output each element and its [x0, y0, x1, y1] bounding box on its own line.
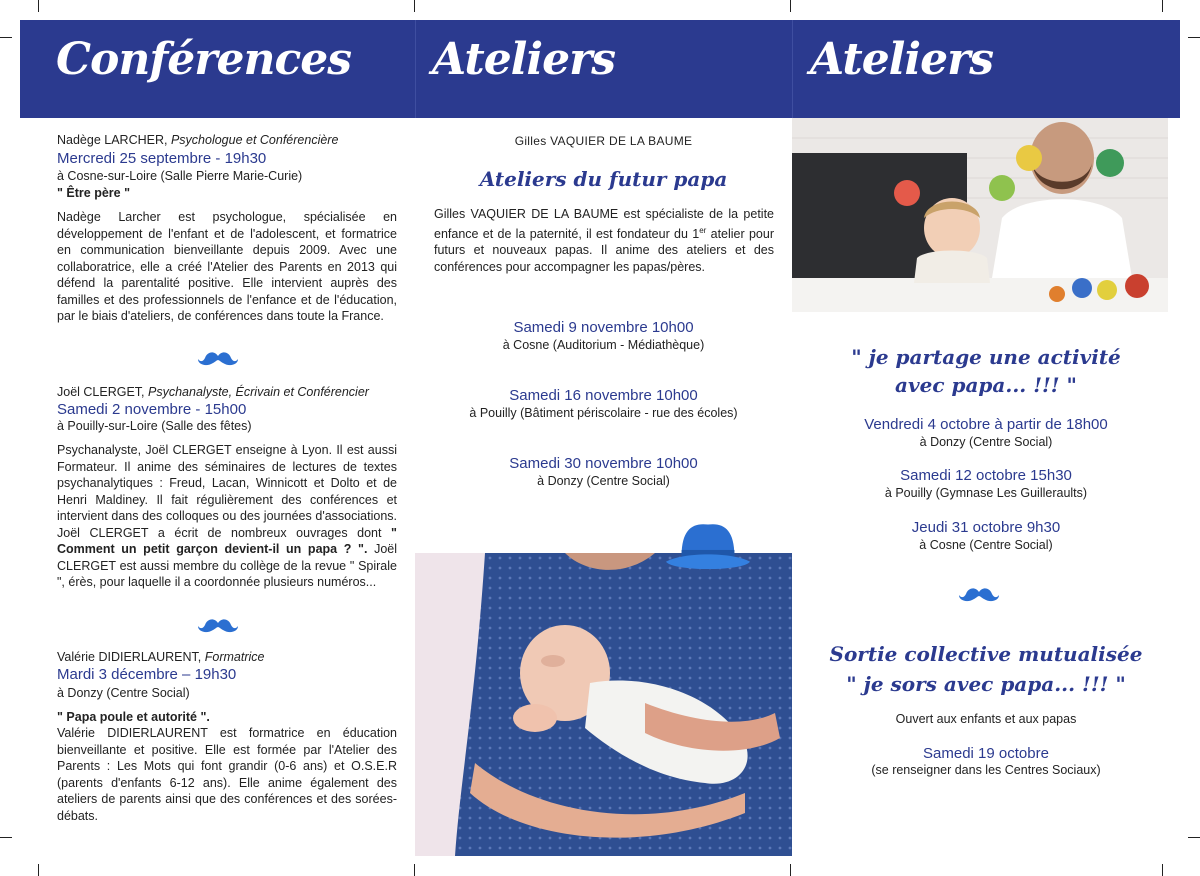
session-date: Samedi 12 octobre 15h30 [900, 467, 1072, 484]
talk-title: " Papa poule et autorité ". [57, 710, 210, 724]
outing-title-line2: " je sors avec papa... !!! " [846, 672, 1126, 696]
crop-mark [790, 864, 791, 876]
crop-mark [0, 37, 12, 38]
session-place: à Donzy (Centre Social) [919, 435, 1053, 449]
bio-text: Psychanalyste, Joël CLERGET enseigne à Lyon. Il est aussi Formateur. Il anime des séminaires de lectures de textes psychanalytiques : Freud, Lacan, Winnicott et Dolto et de Henri Maldiney. Il fait régulièrement des conférences et intervient dans des colloques ou des journées d'associations. Joël CLERGET a écrit de nombreux ouvrages dont [57, 443, 397, 540]
workshop-speaker: Gilles VAQUIER DE LA BAUME [514, 134, 693, 148]
outing-title-line1: Sortie collective mutualisée [829, 642, 1143, 666]
event-date: Mercredi 25 septembre - 19h30 [57, 150, 267, 167]
crop-mark [38, 864, 39, 876]
panel1-title: Conférences [56, 34, 352, 85]
speaker-line [57, 649, 397, 666]
outing-note: (se renseigner dans les Centres Sociaux) [871, 763, 1101, 777]
photo-illustration [415, 553, 792, 856]
intro-text: atelier pour futurs et nouveaux papas. Il anime des ateliers et des conférences pour accompagner les papas/pères. [434, 226, 774, 274]
session-date: Samedi 30 novembre 10h00 [509, 455, 698, 472]
mustache-icon [958, 586, 1000, 604]
crop-mark [414, 0, 415, 12]
speaker-bio: Nadège Larcher est psychologue, spécialisée en développement de l'enfant et de l'adolescent, et formatrice en communication bienveillante depuis 2009. Avec une collaboratrice, elle a créé l'Atelier des Parents en 2013 qui défend la parentalité positive. Elle intervient auprès des familles et des professionnels de l'enfance et de l'éducation, par le biais d'ateliers, de conférences dans toute la France. [57, 210, 397, 323]
activity-title-line2: avec papa... !!! " [895, 373, 1077, 397]
mustache-icon [197, 350, 239, 368]
workshop-title: Ateliers du futur papa [479, 167, 728, 191]
session-place: à Cosne (Auditorium - Médiathèque) [502, 338, 705, 352]
fold-line [792, 20, 793, 118]
speaker-name: Joël CLERGET, [57, 385, 145, 399]
outing-date: Samedi 19 octobre [923, 745, 1049, 762]
fold-line [415, 20, 416, 118]
workshop-intro [434, 206, 774, 275]
crop-mark [38, 0, 39, 12]
event-date: Samedi 2 novembre - 15h00 [57, 401, 247, 418]
crop-mark [1162, 0, 1163, 12]
photo-illustration [792, 118, 1168, 312]
session-date: Samedi 16 novembre 10h00 [509, 387, 698, 404]
speaker-name: Valérie DIDIERLAURENT, [57, 650, 202, 664]
activity-title-line1: " je partage une activité [851, 345, 1121, 369]
crop-mark [1188, 837, 1200, 838]
session-place: à Donzy (Centre Social) [537, 474, 670, 488]
book-title: " Comment un petit garçon devient-il un papa ? ". [57, 525, 397, 556]
hat-icon [664, 518, 752, 578]
speaker-line [57, 132, 397, 149]
intro-text: Gilles VAQUIER DE LA BAUME est spécialiste de la petite enfance et de la paternité, il est fondateur du [434, 207, 774, 241]
session-place: à Pouilly (Gymnase Les Guilleraults) [884, 486, 1088, 500]
event-place: à Donzy (Centre Social) [57, 686, 190, 700]
panel3-title: Ateliers [810, 34, 994, 85]
speaker-bio [57, 442, 397, 591]
crop-mark [0, 837, 12, 838]
crop-mark [1188, 37, 1200, 38]
event-date: Mardi 3 décembre – 19h30 [57, 666, 237, 683]
intro-ordinal-suffix: er [699, 225, 707, 235]
intro-ordinal: 1 [692, 226, 700, 241]
session-place: à Pouilly (Bâtiment périscolaire - rue des écoles) [469, 406, 738, 420]
session-date: Vendredi 4 octobre à partir de 18h00 [864, 416, 1108, 433]
event-place: à Cosne-sur-Loire (Salle Pierre Marie-Curie) [57, 169, 303, 183]
crop-mark [414, 864, 415, 876]
photo-father-newborn [415, 553, 792, 856]
speaker-line [57, 384, 402, 401]
talk-title: " Être père " [57, 186, 130, 200]
speaker-role: Formatrice [204, 650, 265, 664]
speaker-bio: Valérie DIDIERLAURENT est formatrice en éducation bienveillante et positive. Elle est formée par l'Atelier des Parents : Les Mots qui font grandir (0-6 ans) et O.S.E.R (parents d'enfants 6-12 ans). Elle anime également des ateliers de parents ainsi que des conférences et des sorées-débats. [57, 726, 397, 823]
speaker-name: Nadège LARCHER, [57, 133, 168, 147]
event-place: à Pouilly-sur-Loire (Salle des fêtes) [57, 419, 252, 433]
crop-mark [1162, 864, 1163, 876]
photo-painted-hands [792, 118, 1168, 312]
speaker-role: Psychanalyste, Écrivain et Conférencier [148, 385, 369, 399]
session-place: à Cosne (Centre Social) [919, 538, 1053, 552]
speaker-role: Psychologue et Conférencière [170, 133, 339, 147]
outing-audience: Ouvert aux enfants et aux papas [895, 712, 1077, 726]
session-date: Jeudi 31 octobre 9h30 [911, 519, 1061, 536]
panel2-title: Ateliers [432, 34, 616, 85]
crop-mark [790, 0, 791, 12]
session-date: Samedi 9 novembre 10h00 [513, 319, 694, 336]
bio-text: Joël CLERGET est aussi membre du collège de la revue " Spirale ", érès, pour laquelle il a coordonnée plusieurs numéros... [57, 542, 397, 589]
mustache-icon [197, 617, 239, 635]
